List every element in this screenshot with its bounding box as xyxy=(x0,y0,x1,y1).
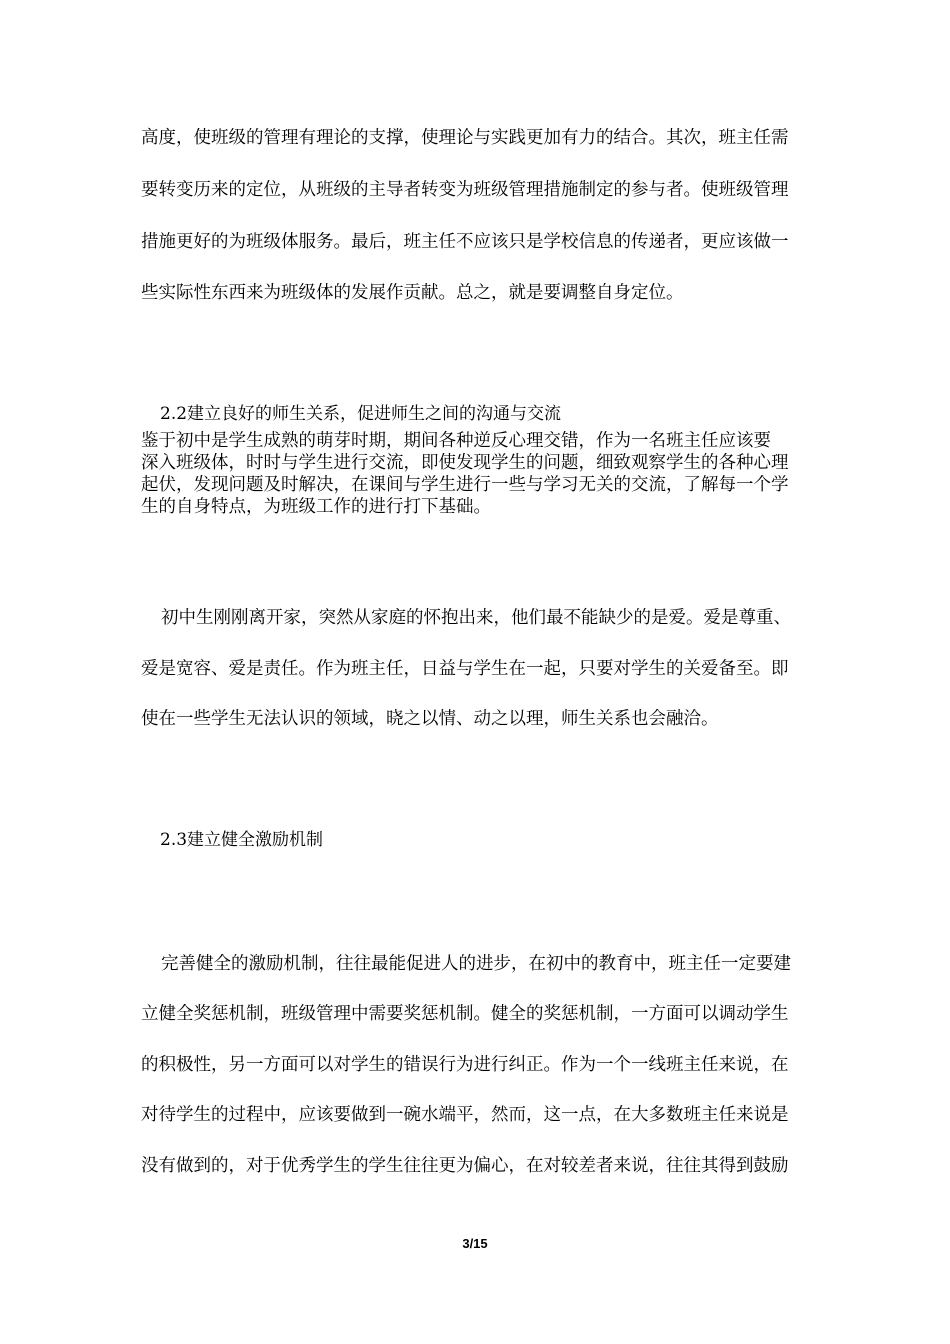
section-2-2-line-3: 起伏，发现问题及时解决，在课间与学生进行一些与学习无关的交流，了解每一个学 xyxy=(141,475,789,495)
section-2-2-line-2: 深入班级体，时时与学生进行交流，即使发现学生的问题，细致观察学生的各种心理 xyxy=(141,453,789,473)
paragraph-4-line-2: 立健全奖惩机制，班级管理中需要奖惩机制。健全的奖惩机制，一方面可以调动学生 xyxy=(141,1004,789,1024)
paragraph-1-line-4: 些实际性东西来为班级体的发展作贡献。总之，就是要调整自身定位。 xyxy=(141,283,684,303)
paragraph-1-line-3: 措施更好的为班级体服务。最后，班主任不应该只是学校信息的传递者，更应该做一 xyxy=(141,232,789,252)
paragraph-1-line-2: 要转变历来的定位，从班级的主导者转变为班级管理措施制定的参与者。使班级管理 xyxy=(141,180,789,200)
paragraph-1-line-1: 高度，使班级的管理有理论的支撑，使理论与实践更加有力的结合。其次，班主任需 xyxy=(141,128,789,148)
paragraph-4-line-1: 完善健全的激励机制，往往最能促进人的进步，在初中的教育中，班主任一定要建 xyxy=(161,954,791,974)
section-2-2-line-1: 鉴于初中是学生成熟的萌芽时期，期间各种逆反心理交错，作为一名班主任应该要 xyxy=(141,431,771,451)
paragraph-4-line-4: 对待学生的过程中，应该要做到一碗水端平，然而，这一点，在大多数班主任来说是 xyxy=(141,1105,789,1125)
section-2-2-line-4: 生的自身特点，为班级工作的进行打下基础。 xyxy=(141,497,491,517)
paragraph-4-line-5: 没有做到的，对于优秀学生的学生往往更为偏心，在对较差者来说，往往其得到鼓励 xyxy=(141,1156,789,1176)
paragraph-3-line-3: 使在一些学生无法认识的领域，晓之以情、动之以理，师生关系也会融洽。 xyxy=(141,709,719,729)
page-number: 3/15 xyxy=(462,1236,488,1251)
paragraph-4-line-3: 的积极性，另一方面可以对学生的错误行为进行纠正。作为一个一线班主任来说，在 xyxy=(141,1055,789,1075)
paragraph-3-line-1: 初中生刚刚离开家，突然从家庭的怀抱出来，他们最不能缺少的是爱。爱是尊重、 xyxy=(161,608,791,628)
paragraph-3-line-2: 爱是宽容、爱是责任。作为班主任，日益与学生在一起，只要对学生的关爱备至。即 xyxy=(141,659,789,679)
section-2-2-heading: 2.2建立良好的师生关系，促进师生之间的沟通与交流 xyxy=(160,404,562,424)
section-2-3-heading: 2.3建立健全激励机制 xyxy=(160,830,324,850)
